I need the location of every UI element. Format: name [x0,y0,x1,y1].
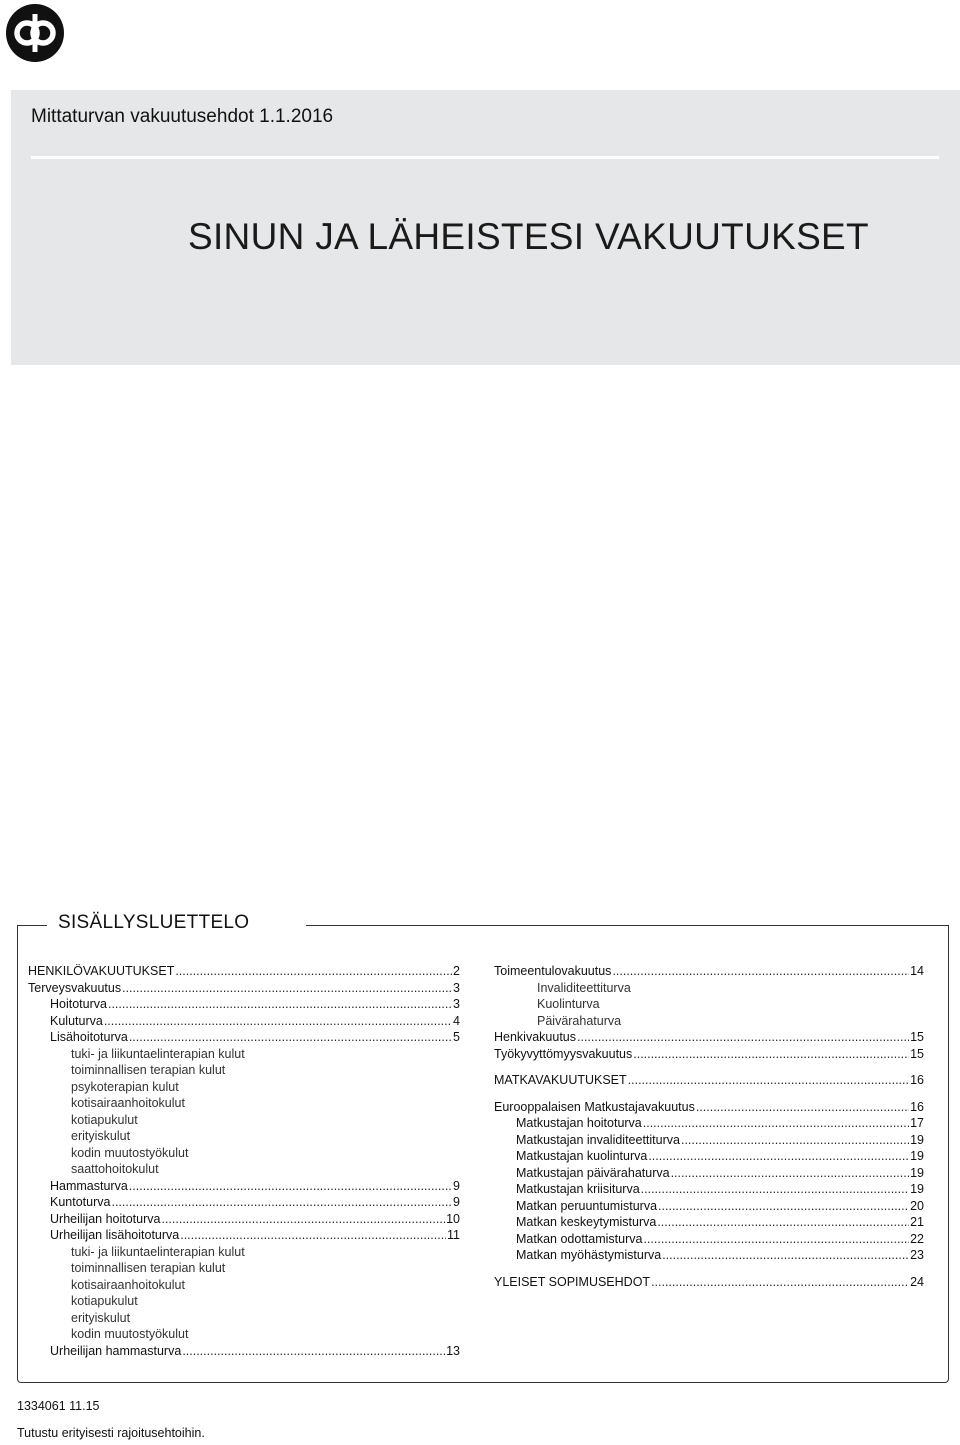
toc-entry[interactable] [494,1274,924,1291]
toc-entry [28,1293,460,1310]
toc-entry-page: 9 [453,1195,460,1209]
toc-entry-label: Terveysvakuutus [28,980,122,995]
toc-entry-label: Toimeentulovakuutus [494,964,612,978]
toc-entry [28,1128,460,1145]
toc-entry-label: Matkustajan invaliditeettiturva [516,1132,680,1147]
toc-entry-label: Matkustajan kuolinturva [516,1149,648,1163]
toc-entry-page: 3 [453,980,460,995]
toc-entry[interactable] [494,1072,924,1089]
toc-leader-dots [111,1194,452,1211]
toc-entry-label: Matkustajan kriisiturva [516,1182,640,1196]
toc-entry[interactable] [494,1165,924,1182]
toc-entry-page: 10 [446,1211,460,1226]
toc-entry-label: Hammasturva [50,1178,128,1193]
toc-entry-label: Kuluturva [50,1013,103,1028]
toc-entry [28,1046,460,1063]
toc-entry[interactable] [28,1227,460,1244]
toc-entry[interactable] [28,980,460,997]
toc-entry-label: Matkustajan hoitoturva [516,1116,642,1130]
toc-entry[interactable] [28,996,460,1013]
toc-entry[interactable] [28,1013,460,1030]
toc-entry [28,1326,460,1343]
toc-entry-page: 21 [910,1215,924,1229]
toc-leader-dots [681,1132,909,1149]
toc-entry-page: 15 [910,1030,924,1044]
toc-entry-label: Matkan odottamisturva [516,1231,643,1246]
toc-entry-label: Eurooppalaisen Matkustajavakuutus [494,1099,695,1114]
toc-leader-dots [182,1343,445,1360]
toc-entry [28,1062,460,1079]
cover-banner [11,90,960,365]
toc-leader-dots [651,1274,909,1291]
document-title: Mittaturvan vakuutusehdot 1.1.2016 [31,106,334,127]
toc-entry [494,1013,924,1030]
toc-entry-label: Matkustajan päivärahaturva [516,1165,670,1180]
toc-entry-label: Kuntoturva [50,1195,111,1209]
toc-entry-label: Työkyvyttömyysvakuutus [494,1046,633,1061]
toc-entry [494,996,924,1013]
toc-frame-top-right [306,925,949,926]
toc-entry-page: 14 [910,964,924,978]
toc-entry [28,1277,460,1294]
toc-entry-page: 19 [910,1132,924,1147]
toc-entry-label: kotiapukulut [71,1294,138,1308]
toc-entry-label: Matkan peruuntumisturva [516,1198,658,1213]
toc-entry-label: kodin muutostyökulut [71,1327,189,1341]
toc-leader-dots [129,1029,452,1046]
toc-entry [494,980,924,997]
toc-entry[interactable] [494,1099,924,1116]
toc-leader-dots [577,1029,909,1046]
toc-entry-label: erityiskulut [71,1129,131,1143]
toc-entry-page: 19 [910,1165,924,1180]
toc-entry[interactable] [494,1198,924,1215]
toc-entry-label: Urheilijan hoitoturva [50,1211,161,1226]
toc-entry-label: kotiapukulut [71,1112,138,1127]
toc-entry-label: tuki- ja liikuntaelinterapian kulut [71,1244,245,1259]
toc-entry-label: YLEISET SOPIMUSEHDOT [494,1274,651,1289]
toc-entry-label: Urheilijan hammasturva [50,1343,182,1358]
toc-entry-page: 23 [910,1248,924,1262]
toc-entry-label: Päivärahaturva [537,1013,622,1028]
toc-leader-dots [657,1214,909,1231]
toc-entry-page: 15 [910,1046,924,1061]
op-logo-icon [6,4,64,62]
toc-entry-label: Kuolinturva [537,997,600,1011]
product-code: 1334061 11.15 [17,1399,100,1413]
toc-entry-page: 22 [910,1231,924,1246]
toc-left-column [28,963,460,1359]
toc-entry [28,1095,460,1112]
toc-entry[interactable] [28,1178,460,1195]
toc-leader-dots [122,980,452,997]
toc-entry [28,1079,460,1096]
toc-entry[interactable] [494,1132,924,1149]
toc-entry[interactable] [494,1046,924,1063]
toc-entry[interactable] [28,1211,460,1228]
toc-entry-page: 16 [910,1099,924,1114]
toc-leader-dots [633,1046,909,1063]
toc-entry-label: kotisairaanhoitokulut [71,1277,185,1292]
toc-entry-label: Invaliditeettiturva [537,980,631,995]
toc-entry-label: toiminnallisen terapian kulut [71,1063,226,1077]
toc-entry[interactable] [494,1247,924,1264]
toc-entry [28,1161,460,1178]
toc-entry-label: Hoitoturva [50,997,107,1011]
toc-entry-page: 11 [447,1228,460,1242]
toc-entry [28,1310,460,1327]
toc-leader-dots [104,1013,452,1030]
toc-leader-dots [643,1231,909,1248]
toc-leader-dots [662,1247,909,1264]
toc-entry-label: Matkan keskeytymisturva [516,1215,657,1229]
toc-entry[interactable] [494,1115,924,1132]
toc-leader-dots [180,1227,446,1244]
toc-frame-top-left [17,925,47,926]
toc-entry[interactable] [494,963,924,980]
toc-title: SISÄLLYSLUETTELO [52,912,255,934]
toc-entry-page: 3 [453,997,460,1011]
toc-entry[interactable] [28,963,460,980]
toc-entry-label: kodin muutostyökulut [71,1145,189,1160]
toc-leader-dots [641,1181,909,1198]
toc-entry [28,1145,460,1162]
title-divider [31,156,939,159]
toc-leader-dots [648,1148,909,1165]
toc-leader-dots [628,1072,909,1089]
toc-entry[interactable] [494,1181,924,1198]
toc-entry-page: 5 [453,1030,460,1044]
toc-leader-dots [696,1099,909,1116]
toc-leader-dots [658,1198,909,1215]
footer-note: Tutustu erityisesti rajoitusehtoihin. [17,1426,205,1440]
toc-entry[interactable] [28,1029,460,1046]
toc-entry[interactable] [28,1194,460,1211]
toc-entry-label: saattohoitokulut [71,1162,159,1176]
toc-entry-label: Urheilijan lisähoitoturva [50,1228,180,1242]
main-title: SINUN JA LÄHEISTESI VAKUUTUKSET [188,216,869,257]
toc-entry-page: 9 [453,1178,460,1193]
toc-entry-page: 13 [446,1343,460,1358]
toc-entry [28,1112,460,1129]
toc-entry-label: Lisähoitoturva [50,1030,128,1044]
toc-leader-dots [643,1115,909,1132]
toc-leader-dots [671,1165,910,1182]
toc-entry-page: 24 [910,1274,924,1289]
toc-entry[interactable] [494,1148,924,1165]
toc-leader-dots [175,963,452,980]
toc-entry-label: Henkivakuutus [494,1030,576,1044]
toc-entry[interactable] [494,1214,924,1231]
toc-entry[interactable] [494,1029,924,1046]
toc-right-column [494,963,924,1290]
toc-entry-label: HENKILÖVAKUUTUKSET [28,964,175,978]
toc-entry-label: psykoterapian kulut [71,1079,179,1094]
toc-entry-page: 17 [910,1116,924,1130]
toc-entry[interactable] [28,1343,460,1360]
toc-entry-page: 20 [910,1198,924,1213]
toc-entry-label: toiminnallisen terapian kulut [71,1261,226,1275]
toc-entry-label: MATKAVAKUUTUKSET [494,1073,627,1087]
toc-entry-label: erityiskulut [71,1310,131,1325]
toc-entry-page: 4 [453,1013,460,1028]
toc-entry-label: tuki- ja liikuntaelinterapian kulut [71,1046,245,1061]
toc-entry [28,1244,460,1261]
toc-leader-dots [612,963,909,980]
toc-entry-page: 19 [910,1149,924,1163]
toc-entry-label: kotisairaanhoitokulut [71,1096,185,1110]
toc-leader-dots [108,996,452,1013]
toc-entry-label: Matkan myöhästymisturva [516,1248,662,1262]
toc-entry-page: 16 [910,1073,924,1087]
toc-entry[interactable] [494,1231,924,1248]
toc-entry [28,1260,460,1277]
toc-leader-dots [161,1211,445,1228]
toc-entry-page: 2 [453,964,460,978]
toc-leader-dots [129,1178,452,1195]
toc-entry-page: 19 [910,1182,924,1196]
